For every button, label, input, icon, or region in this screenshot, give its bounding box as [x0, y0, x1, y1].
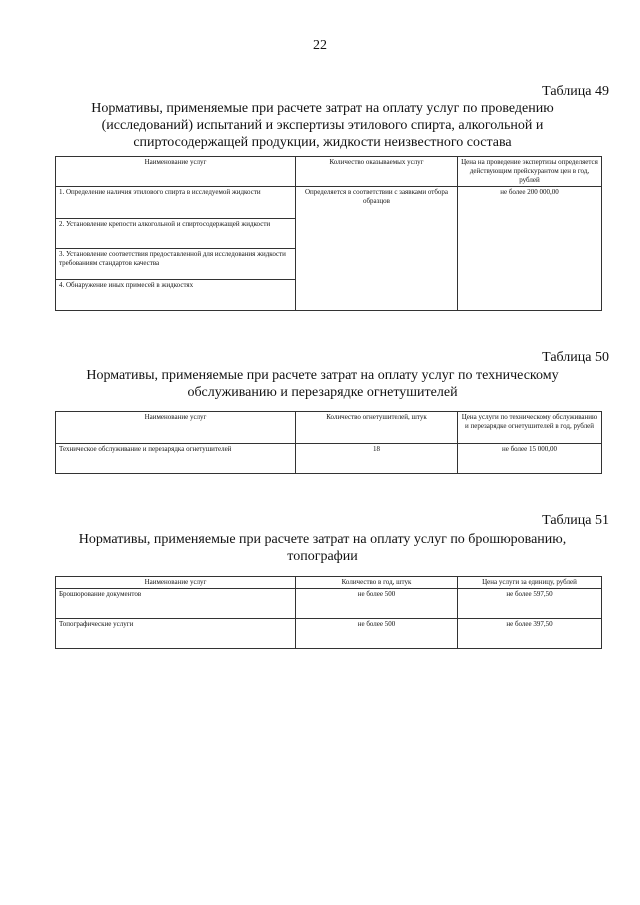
table-50: [55, 411, 602, 474]
price-cell: не более 15 000,00: [458, 444, 602, 474]
table-row: [56, 619, 602, 649]
price-cell: не более 200 000,00: [458, 187, 602, 311]
service-name-cell: Топографические услуги: [56, 619, 296, 649]
table-49-label: Таблица 49: [542, 84, 609, 99]
table-header-row: [56, 157, 602, 187]
table-row: [56, 589, 602, 619]
header-service-name: Наименование услуг: [56, 157, 296, 187]
header-service-name: Наименование услуг: [56, 577, 296, 589]
service-name-cell: 2. Установление крепости алкогольной и спиртосодержащей жидкости: [56, 219, 296, 249]
header-price: Цена на проведение экспертизы определяется действующим прейскурантом цен в год, рублей: [458, 157, 602, 187]
table-51-title: Нормативы, применяемые при расчете затрат на оплату услуг по брошюрованию, топографии: [78, 532, 567, 564]
quantity-cell: Определяется в соответствии с заявками отбора образцов: [296, 187, 458, 311]
header-quantity: Количество огнетушителей, штук: [296, 412, 458, 444]
table-50-label: Таблица 50: [542, 350, 609, 365]
header-service-name: Наименование услуг: [56, 412, 296, 444]
page-number: 22: [313, 38, 327, 53]
table-51: [55, 576, 602, 649]
service-name-cell: Техническое обслуживание и перезарядка огнетушителей: [56, 444, 296, 474]
table-51-label: Таблица 51: [542, 513, 609, 528]
service-name-cell: 1. Определение наличия этилового спирта в исследуемой жидкости: [56, 187, 296, 219]
table-row: [56, 187, 602, 219]
quantity-cell: не более 500: [296, 589, 458, 619]
table-header-row: [56, 577, 602, 589]
quantity-cell: 18: [296, 444, 458, 474]
header-price: Цена услуги по техническому обслуживанию и перезарядке огнетушителей в год, рублей: [458, 412, 602, 444]
service-name-cell: 3. Установление соответствия предоставленной для исследования жидкости требованиям стандартов качества: [56, 249, 296, 280]
table-49-title: Нормативы, применяемые при расчете затрат на оплату услуг по проведению (исследований) испытаний и экспертизы этилового спирта, алкогольной и спиртосодержащей продукции, жидкости неизвестного состава: [91, 101, 554, 150]
table-row: [56, 444, 602, 474]
price-cell: не более 397,50: [458, 619, 602, 649]
price-cell: не более 597,50: [458, 589, 602, 619]
table-header-row: [56, 412, 602, 444]
service-name-cell: Брошюрование документов: [56, 589, 296, 619]
quantity-cell: не более 500: [296, 619, 458, 649]
header-quantity: Количество в год, штук: [296, 577, 458, 589]
header-price: Цена услуги за единицу, рублей: [458, 577, 602, 589]
header-quantity: Количество оказываемых услуг: [296, 157, 458, 187]
service-name-cell: 4. Обнаружение иных примесей в жидкостях: [56, 280, 296, 311]
table-50-title: Нормативы, применяемые при расчете затрат на оплату услуг по техническому обслуживанию и перезарядке огнетушителей: [86, 368, 559, 400]
table-49: [55, 156, 602, 311]
